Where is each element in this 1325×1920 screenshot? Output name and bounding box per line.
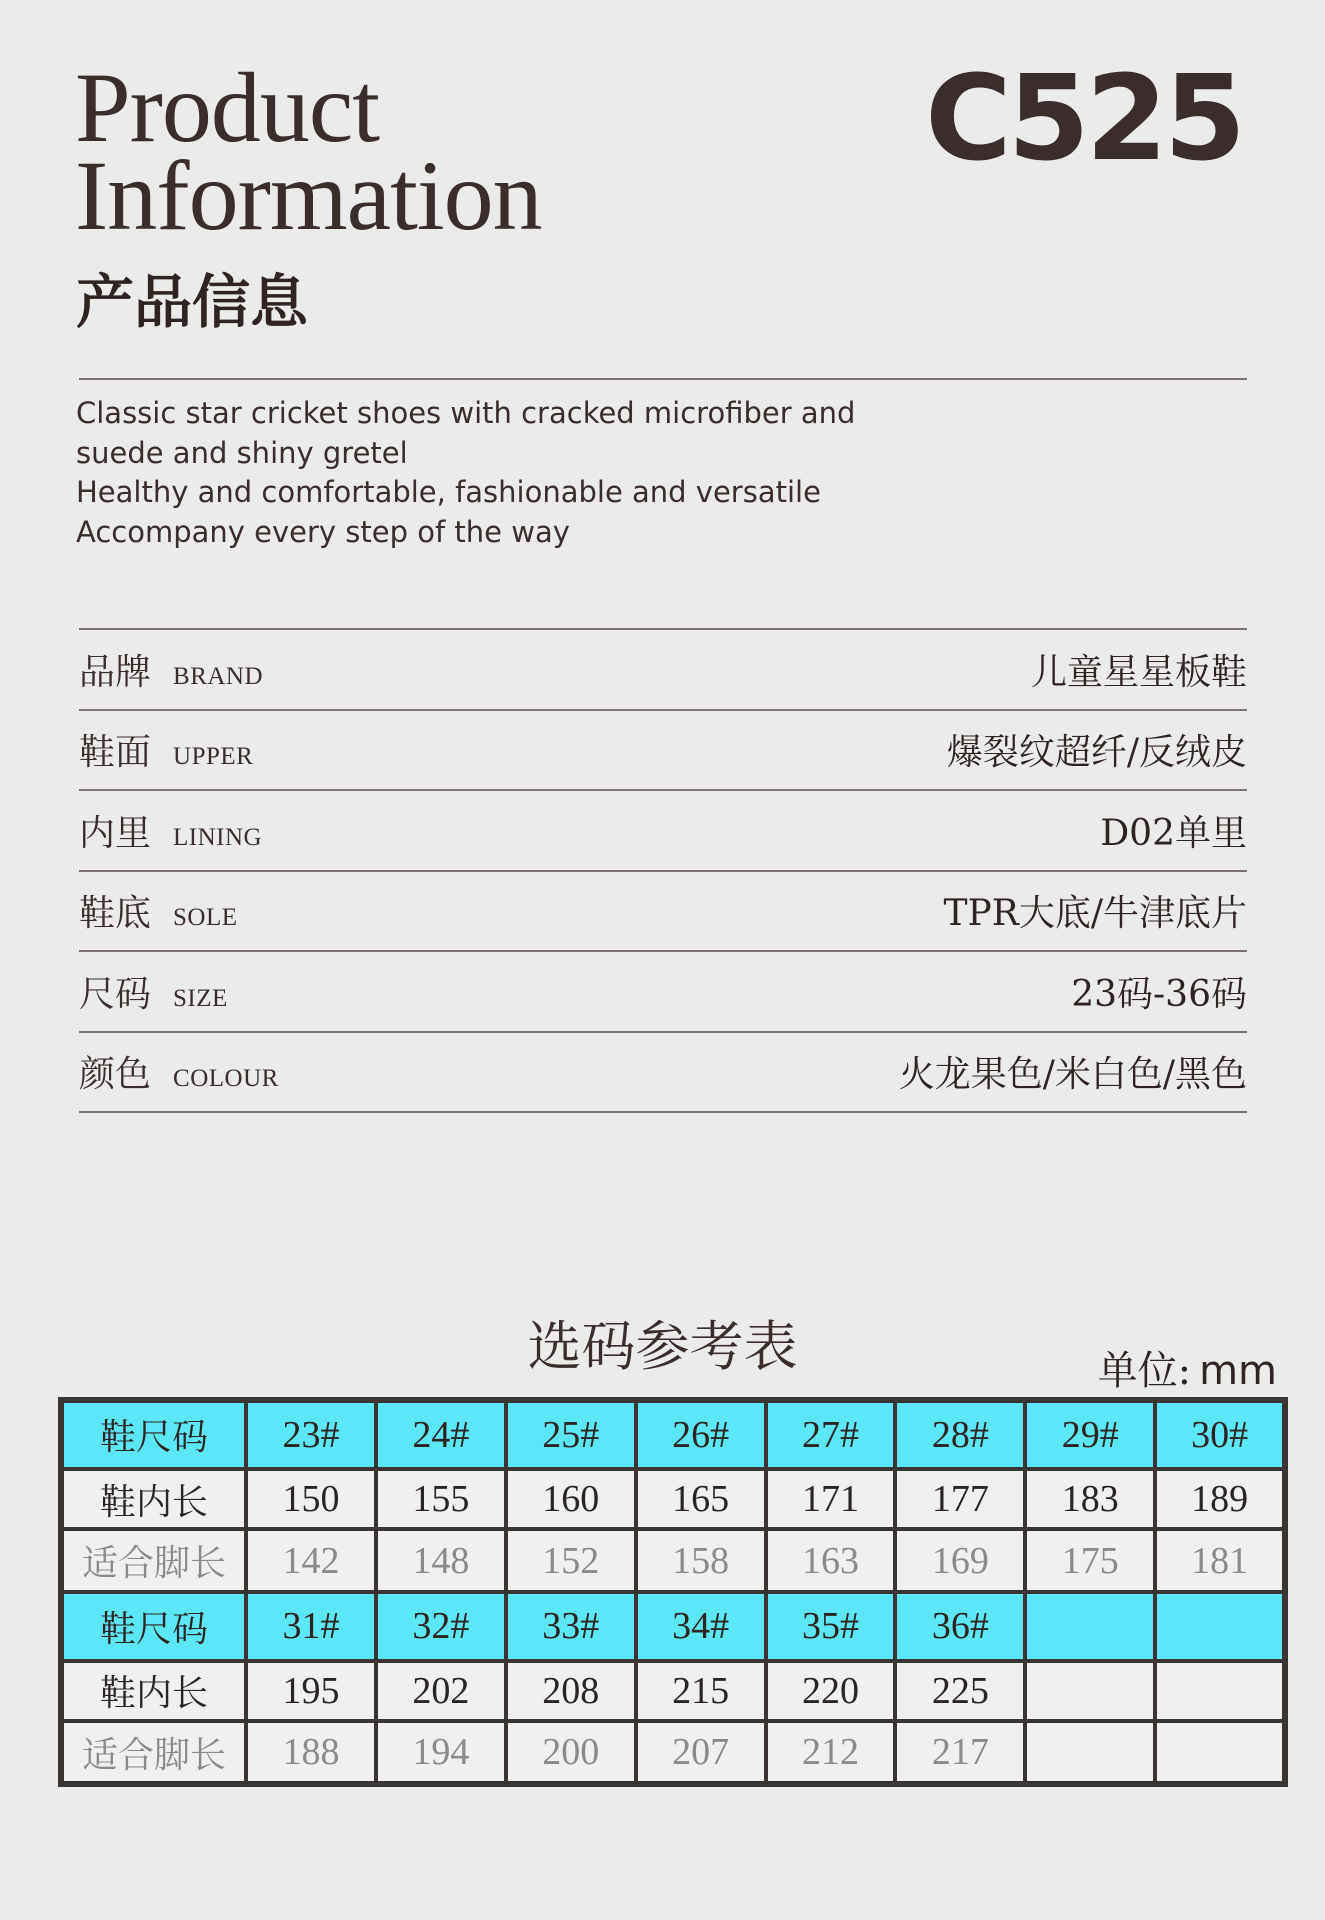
spec-row-size xyxy=(79,952,1247,1033)
unit-label xyxy=(1098,1345,1277,1397)
unit-label-text: 单位: xyxy=(1097,1348,1192,1394)
table-cell: 158 xyxy=(636,1529,766,1592)
table-cell xyxy=(1155,1592,1285,1661)
row-label-cell: 鞋内长 xyxy=(61,1661,246,1722)
table-cell: 142 xyxy=(246,1529,376,1592)
title-line-product: Product xyxy=(75,52,380,163)
spec-value: 23码-36码 xyxy=(1071,973,1247,1015)
spec-label-en: COLOUR xyxy=(173,1065,279,1093)
table-cell xyxy=(1025,1721,1155,1784)
table-cell: 36# xyxy=(895,1592,1025,1661)
spec-label-en: BRAND xyxy=(173,662,264,690)
table-cell: 28# xyxy=(895,1400,1025,1469)
title-line-information: Information xyxy=(75,140,542,251)
table-cell: 27# xyxy=(766,1400,896,1469)
product-description xyxy=(76,394,976,552)
table-cell: 215 xyxy=(636,1661,766,1722)
spec-list xyxy=(79,628,1247,1113)
table-cell: 24# xyxy=(376,1400,506,1469)
description-line: Accompany every step of the way xyxy=(76,514,570,549)
inner-length-row xyxy=(61,1661,1285,1722)
table-cell: 35# xyxy=(766,1592,896,1661)
description-line: Healthy and comfortable, fashionable and versatile xyxy=(76,475,821,509)
table-cell: 33# xyxy=(506,1592,636,1661)
table-cell: 220 xyxy=(766,1661,896,1722)
description-line: suede and shiny gretel xyxy=(76,435,408,470)
row-label-cell: 适合脚长 xyxy=(61,1529,246,1592)
table-cell: 212 xyxy=(766,1721,896,1784)
table-cell: 163 xyxy=(766,1529,896,1592)
table-cell: 148 xyxy=(376,1529,506,1592)
spec-label-en: SIZE xyxy=(173,984,228,1012)
table-cell: 189 xyxy=(1155,1469,1285,1530)
spec-value: TPR大底/牛津底片 xyxy=(943,893,1247,935)
table-cell: 25# xyxy=(506,1400,636,1469)
table-cell xyxy=(1025,1592,1155,1661)
spec-label-cn: 尺码 xyxy=(79,973,152,1015)
title-english xyxy=(75,52,542,251)
unit-value: mm xyxy=(1199,1348,1277,1394)
table-cell: 26# xyxy=(636,1400,766,1469)
spec-value: 爆裂纹超纤/反绒皮 xyxy=(946,732,1247,774)
spec-label-cn: 颜色 xyxy=(79,1054,152,1096)
table-cell: 160 xyxy=(506,1469,636,1530)
table-cell: 207 xyxy=(636,1721,766,1784)
row-label-cell: 鞋尺码 xyxy=(61,1400,246,1469)
size-chart-title: 选码参考表 xyxy=(527,1315,798,1378)
header-divider xyxy=(79,378,1247,380)
inner-length-row xyxy=(61,1469,1285,1530)
table-cell: 175 xyxy=(1025,1529,1155,1592)
table-cell: 195 xyxy=(246,1661,376,1722)
table-cell: 165 xyxy=(636,1469,766,1530)
table-cell xyxy=(1025,1661,1155,1722)
table-cell: 31# xyxy=(246,1592,376,1661)
size-chart-table xyxy=(58,1397,1288,1787)
row-label-cell: 适合脚长 xyxy=(61,1721,246,1784)
table-cell: 150 xyxy=(246,1469,376,1530)
table-cell xyxy=(1155,1721,1285,1784)
spec-row-brand xyxy=(79,630,1247,711)
spec-label-cn: 鞋面 xyxy=(79,732,152,774)
size-header-row xyxy=(61,1400,1285,1469)
spec-label-cn: 内里 xyxy=(79,812,152,854)
size-header-row xyxy=(61,1592,1285,1661)
table-cell: 200 xyxy=(506,1721,636,1784)
spec-label-cn: 鞋底 xyxy=(79,893,152,935)
description-line: Classic star cricket shoes with cracked microfiber and xyxy=(76,396,856,430)
spec-value: 火龙果色/米白色/黑色 xyxy=(898,1054,1247,1096)
table-cell: 188 xyxy=(246,1721,376,1784)
table-cell: 194 xyxy=(376,1721,506,1784)
table-cell: 181 xyxy=(1155,1529,1285,1592)
spec-label-cn: 品牌 xyxy=(79,651,152,693)
table-cell: 30# xyxy=(1155,1400,1285,1469)
spec-label-en: LINING xyxy=(173,823,263,851)
table-cell: 34# xyxy=(636,1592,766,1661)
table-cell: 169 xyxy=(895,1529,1025,1592)
table-cell: 183 xyxy=(1025,1469,1155,1530)
foot-length-row xyxy=(61,1529,1285,1592)
table-cell: 152 xyxy=(506,1529,636,1592)
spec-label-en: SOLE xyxy=(173,904,238,932)
table-cell: 202 xyxy=(376,1661,506,1722)
row-label-cell: 鞋尺码 xyxy=(61,1592,246,1661)
row-label-cell: 鞋内长 xyxy=(61,1469,246,1530)
title-chinese: 产品信息 xyxy=(76,268,309,336)
table-cell: 225 xyxy=(895,1661,1025,1722)
table-cell: 217 xyxy=(895,1721,1025,1784)
table-cell: 155 xyxy=(376,1469,506,1530)
product-code: C525 xyxy=(925,49,1242,187)
spec-row-lining xyxy=(79,791,1247,872)
table-cell xyxy=(1155,1661,1285,1722)
table-cell: 208 xyxy=(506,1661,636,1722)
table-cell: 171 xyxy=(766,1469,896,1530)
spec-row-sole xyxy=(79,872,1247,953)
spec-value: 儿童星星板鞋 xyxy=(1030,651,1247,693)
foot-length-row xyxy=(61,1721,1285,1784)
spec-row-colour xyxy=(79,1033,1247,1114)
table-cell: 29# xyxy=(1025,1400,1155,1469)
table-cell: 23# xyxy=(246,1400,376,1469)
table-cell: 32# xyxy=(376,1592,506,1661)
table-cell: 177 xyxy=(895,1469,1025,1530)
spec-value: D02单里 xyxy=(1100,812,1247,854)
spec-label-en: UPPER xyxy=(173,743,254,771)
spec-row-upper xyxy=(79,711,1247,792)
